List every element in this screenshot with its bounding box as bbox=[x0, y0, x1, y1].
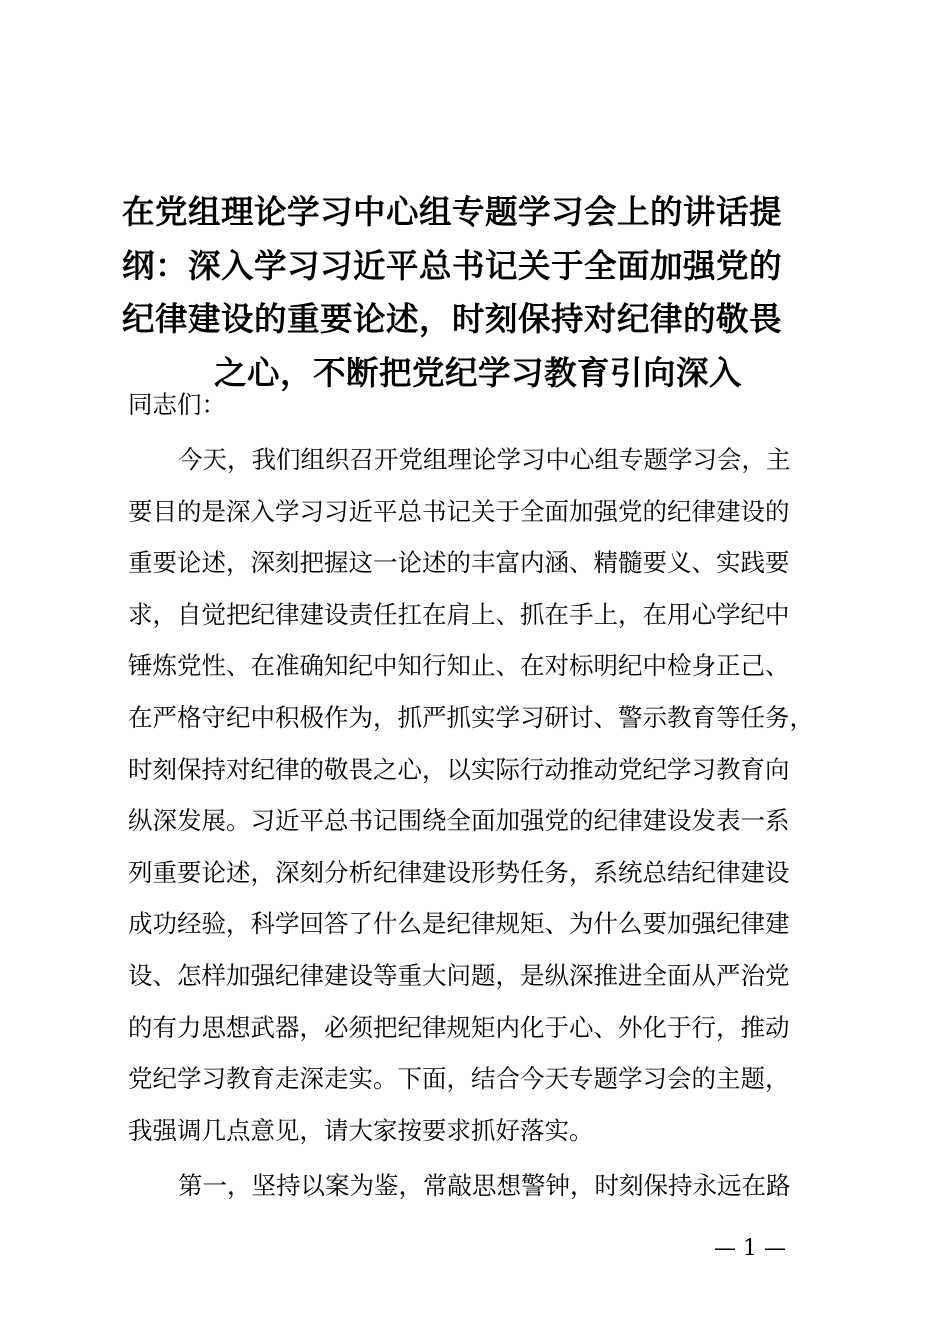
title-line: 纪律建设的重要论述，时刻保持对纪律的敬畏 bbox=[122, 300, 783, 338]
paragraph-line: 的有力思想武器，必须把纪律规矩内化于心、外化于行，推动 bbox=[128, 1012, 790, 1042]
page-number: — 1 — bbox=[714, 1236, 786, 1261]
paragraph-line: 党纪学习教育走深走实。下面，结合今天专题学习会的主题， bbox=[128, 1064, 790, 1094]
paragraph-line: 在严格守纪中积极作为，抓严抓实学习研讨、警示教育等任务， bbox=[128, 702, 814, 732]
paragraph-line: 要目的是深入学习习近平总书记关于全面加强党的纪律建设的 bbox=[128, 496, 790, 526]
paragraph-line: 时刻保持对纪律的敬畏之心，以实际行动推动党纪学习教育向 bbox=[128, 754, 790, 784]
document-title bbox=[122, 186, 834, 400]
title-line: 在党组理论学习中心组专题学习会上的讲话提 bbox=[122, 193, 783, 231]
paragraph-line: 重要论述，深刻把握这一论述的丰富内涵、精髓要义、实践要 bbox=[128, 548, 790, 578]
paragraph-line: 我强调几点意见，请大家按要求抓好落实。 bbox=[128, 1115, 594, 1145]
paragraph-line: 列重要论述，深刻分析纪律建设形势任务，系统总结纪律建设 bbox=[128, 857, 790, 887]
paragraph-line: 求，自觉把纪律建设责任扛在肩上、抓在手上，在用心学纪中 bbox=[128, 599, 790, 629]
title-line: 之心，不断把党纪学习教育引向深入 bbox=[213, 353, 742, 392]
paragraph-1 bbox=[128, 434, 858, 1156]
paragraph-line: 设、怎样加强纪律建设等重大问题，是纵深推进全面从严治党 bbox=[128, 960, 790, 990]
paragraph-2 bbox=[128, 1160, 858, 1212]
paragraph-line: 锤炼党性、在准确知纪中知行知止、在对标明纪中检身正己、 bbox=[128, 651, 790, 681]
paragraph-line: 第一，坚持以案为鉴，常敲思想警钟，时刻保持永远在路 bbox=[178, 1171, 791, 1201]
salutation: 同志们： bbox=[128, 390, 226, 419]
paragraph-line: 今天，我们组织召开党组理论学习中心组专题学习会，主 bbox=[178, 445, 791, 474]
document-body bbox=[128, 434, 858, 1212]
paragraph-line: 成功经验，科学回答了什么是纪律规矩、为什么要加强纪律建 bbox=[128, 909, 790, 939]
paragraph-line: 纵深发展。习近平总书记围绕全面加强党的纪律建设发表一系 bbox=[128, 806, 790, 836]
title-line: 纲：深入学习习近平总书记关于全面加强党的 bbox=[122, 246, 783, 285]
